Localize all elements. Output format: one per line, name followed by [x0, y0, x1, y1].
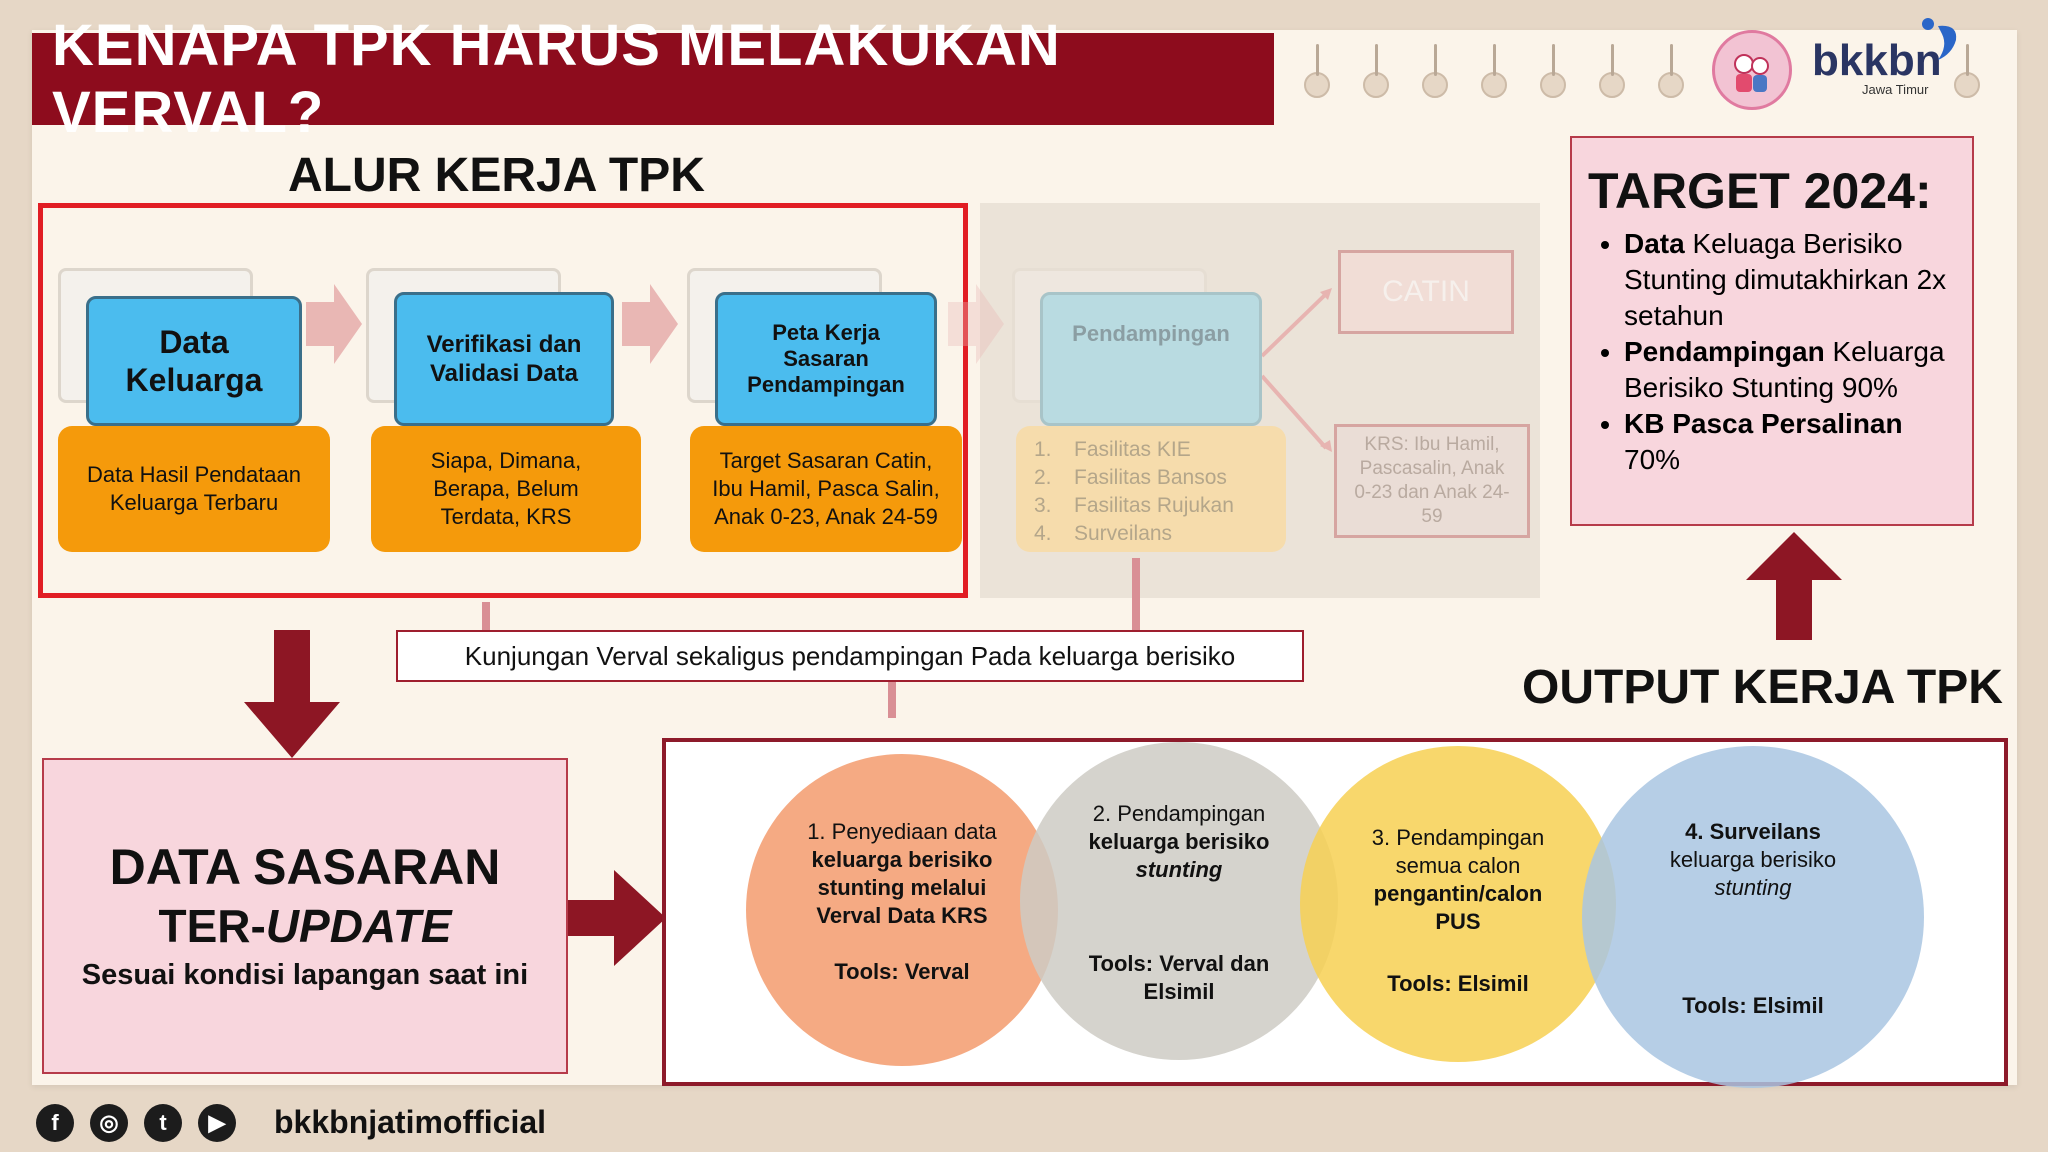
connector-line	[888, 682, 896, 718]
social-icons	[36, 1104, 236, 1142]
step-title-peta-kerja: Peta Kerja Sasaran Pendampingan	[715, 292, 937, 426]
binder-hole	[1363, 72, 1389, 98]
binder-hole	[1422, 72, 1448, 98]
krs-box: KRS: Ibu Hamil, Pascasalin, Anak 0-23 dan Anak 24-59	[1334, 424, 1530, 538]
output-circle-text: 2. Pendampingan keluarga berisiko stunting	[1088, 801, 1270, 882]
campaign-badge-icon	[1712, 30, 1792, 110]
output-circle-1	[746, 754, 1058, 1066]
twitter-icon[interactable]: t	[144, 1104, 182, 1142]
catin-box: CATIN	[1338, 250, 1514, 334]
output-circle-text: 3. Pendampingan semua calon pengantin/calon PUS	[1371, 825, 1545, 934]
output-circle-tools: Tools: Elsimil	[1387, 971, 1529, 996]
page-title: KENAPA TPK HARUS MELAKUKAN VERVAL?	[32, 33, 1274, 125]
data-sasaran-note: Sesuai kondisi lapangan saat ini	[81, 959, 529, 991]
pendampingan-item: 1. Fasilitas KIE	[1034, 438, 1191, 461]
instagram-icon[interactable]: ◎	[90, 1104, 128, 1142]
output-circle-tools: Tools: Elsimil	[1682, 993, 1824, 1018]
flow-arrow-icon	[306, 284, 362, 369]
output-title: OUTPUT KERJA TPK	[1522, 661, 2003, 714]
kunjungan-label: Kunjungan Verval sekaligus pendampingan Pada keluarga berisiko	[396, 630, 1304, 682]
branch-arrows-icon	[1262, 284, 1342, 459]
step-detail-verifikasi: Siapa, Dimana, Berapa, Belum Terdata, KRS	[371, 426, 641, 552]
step-title-verifikasi: Verifikasi dan Validasi Data	[394, 292, 614, 426]
step-detail-peta-kerja: Target Sasaran Catin, Ibu Hamil, Pasca Salin, Anak 0-23, Anak 24-59	[690, 426, 962, 552]
step-title-data-keluarga: Data Keluarga	[86, 296, 302, 426]
social-handle[interactable]: bkkbnjatimofficial	[274, 1104, 547, 1140]
binder-hole	[1658, 72, 1684, 98]
flow-arrow-icon	[948, 284, 1004, 369]
pendampingan-item: 3. Fasilitas Rujukan	[1034, 494, 1234, 517]
alur-title: ALUR KERJA TPK	[288, 149, 705, 202]
flow-arrow-icon	[622, 284, 678, 369]
target-item: • KB Pasca Persalinan 70%	[1624, 406, 1956, 478]
pendampingan-list	[1016, 426, 1286, 552]
binder-hole	[1540, 72, 1566, 98]
binder-hole	[1599, 72, 1625, 98]
target-title: TARGET 2024:	[1588, 163, 1932, 219]
output-circle-4	[1582, 746, 1924, 1088]
connector-line	[1132, 558, 1140, 630]
youtube-icon[interactable]: ▶	[198, 1104, 236, 1142]
output-circle-2	[1020, 742, 1338, 1060]
pendampingan-item: 4. Surveilans	[1034, 522, 1173, 545]
target-list	[1588, 226, 1956, 478]
target-item: • Data Keluaga Berisiko Stunting dimutakhirkan 2x setahun	[1624, 226, 1956, 334]
pendampingan-item: 2. Fasilitas Bansos	[1034, 466, 1227, 489]
output-circle-text: 1. Penyediaan data keluarga berisiko stunting melalui Verval Data KRS	[807, 819, 997, 928]
bkkbn-logo-text: bkkbn	[1812, 36, 1942, 85]
output-circle-tools: Tools: Verval	[834, 959, 970, 984]
output-circle-3	[1300, 746, 1616, 1062]
binder-hole	[1304, 72, 1330, 98]
data-sasaran-box	[42, 758, 568, 1074]
output-circle-text: 4. Surveilans keluarga berisiko stunting	[1669, 819, 1837, 900]
binder-hole	[1481, 72, 1507, 98]
down-arrow-icon	[244, 630, 340, 763]
data-sasaran-subtitle: TER-UPDATE	[158, 900, 452, 952]
target-box	[1570, 136, 1974, 526]
target-item: • Pendampingan Keluarga Berisiko Stunting 90%	[1624, 334, 1956, 406]
step-title-pendampingan: Pendampingan	[1040, 292, 1262, 426]
bkkbn-logo-subtitle: Jawa Timur	[1862, 82, 1929, 97]
step-detail-data-keluarga: Data Hasil Pendataan Keluarga Terbaru	[58, 426, 330, 552]
output-circle-tools: Tools: Verval dan Elsimil	[1088, 951, 1270, 1004]
data-sasaran-title: DATA SASARAN	[109, 839, 501, 895]
binder-hole	[1954, 72, 1980, 98]
right-arrow-icon	[568, 870, 666, 971]
bkkbn-logo-icon	[1918, 14, 1968, 69]
facebook-icon[interactable]: f	[36, 1104, 74, 1142]
connector-line	[482, 602, 490, 630]
up-arrow-icon	[1746, 532, 1842, 645]
